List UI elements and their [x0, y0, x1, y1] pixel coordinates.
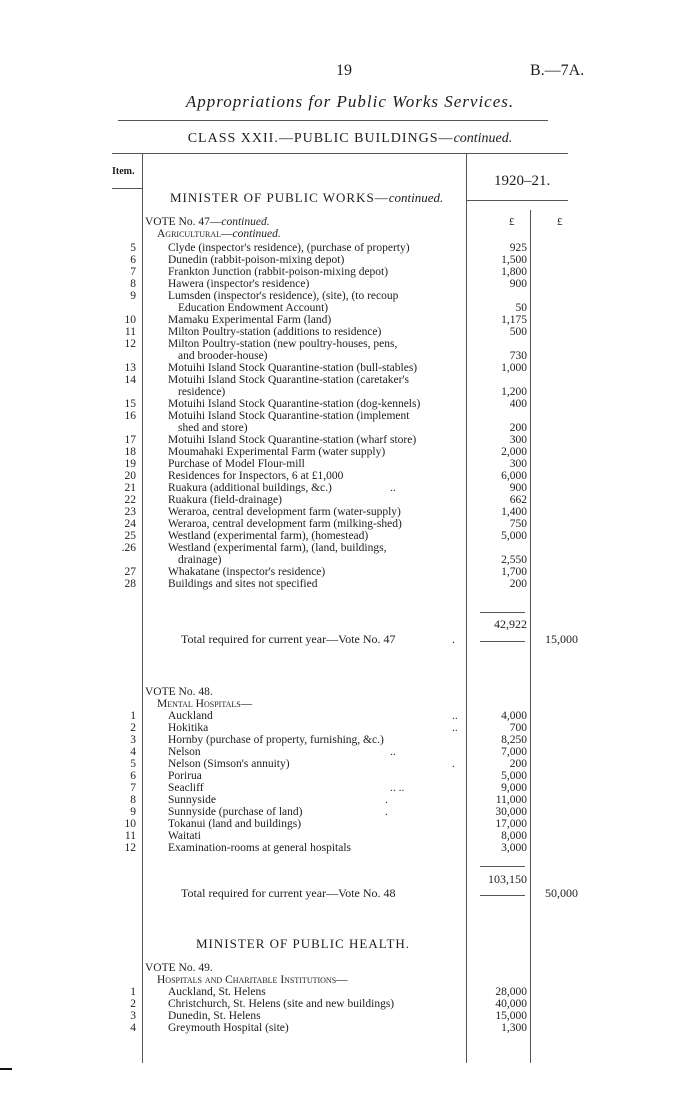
item-amount: 1,175	[501, 314, 527, 326]
leader-dots: ..	[390, 482, 396, 494]
item-amount: 4,000	[501, 710, 527, 722]
table-row	[0, 746, 700, 758]
item-description: Motuihi Island Stock Quarantine-station (implement	[168, 410, 410, 422]
item-description: Hawera (inspector's residence)	[168, 278, 310, 290]
table-row	[0, 782, 700, 794]
pound-sign-amount: £	[509, 216, 515, 228]
vote47-subtotal-rule	[480, 612, 525, 613]
page-number: 19	[336, 62, 352, 79]
item-description: Weraroa, central development farm (milking-shed)	[168, 518, 402, 530]
item-amount: 900	[509, 278, 527, 290]
item-description: Hokitika	[168, 722, 209, 734]
item-number: 9	[130, 806, 136, 818]
item-number: 14	[124, 374, 136, 386]
leader-dots: ..	[452, 710, 458, 722]
table-row	[0, 794, 700, 806]
table-row	[0, 530, 700, 542]
vote47-heading	[0, 216, 700, 228]
item-amount: 300	[509, 458, 527, 470]
item-number: 6	[130, 770, 136, 782]
table-row	[0, 830, 700, 842]
item-column-header: Item.	[112, 166, 135, 177]
item-number: 25	[124, 530, 136, 542]
item-amount: 2,550	[501, 554, 527, 566]
item-number: 6	[130, 254, 136, 266]
item-description: Milton Poultry-station (new poultry-houses, pens,	[168, 338, 398, 350]
title-rule	[118, 120, 548, 121]
item-amount: 1,000	[501, 362, 527, 374]
vote49-head: VOTE No. 49.	[145, 962, 213, 974]
item-number: 3	[130, 1010, 136, 1022]
item-description: Sunnyside	[168, 794, 216, 806]
item-number: 7	[130, 266, 136, 278]
item-number: 22	[124, 494, 136, 506]
item-description: Buildings and sites not specified	[168, 578, 318, 590]
vote49-heading	[0, 962, 700, 974]
item-amount: 730	[509, 350, 527, 362]
item-number: 15	[124, 398, 136, 410]
leader-dots: ..	[390, 746, 396, 758]
vote47-head-italic: continued.	[221, 216, 270, 228]
item-description: Weraroa, central development farm (water-supply)	[168, 506, 401, 518]
item-number: 7	[130, 782, 136, 794]
item-description: drainage)	[178, 554, 222, 566]
item-number: 28	[124, 578, 136, 590]
item-number: 2	[130, 722, 136, 734]
item-description: Waitati	[168, 830, 201, 842]
table-row	[0, 410, 700, 422]
item-number: 2	[130, 998, 136, 1010]
table-top-rule	[112, 153, 568, 154]
document-reference: B.—7A.	[530, 62, 585, 79]
item-number: 27	[124, 566, 136, 578]
item-amount: 1,400	[501, 506, 527, 518]
item-description: Sunnyside (purchase of land)	[168, 806, 303, 818]
vote47-subhead-main: Agricultural—	[157, 228, 233, 240]
item-number: 24	[124, 518, 136, 530]
item-amount: 700	[509, 722, 527, 734]
table-row	[0, 482, 700, 494]
table-row	[0, 986, 700, 998]
item-amount: 200	[509, 758, 527, 770]
margin-mark	[0, 1068, 12, 1070]
table-row	[0, 458, 700, 470]
item-amount: 400	[509, 398, 527, 410]
item-description: Hornby (purchase of property, furnishing, &c.)	[168, 734, 384, 746]
minister-health-heading: MINISTER OF PUBLIC HEALTH.	[196, 936, 411, 951]
item-amount: 8,000	[501, 830, 527, 842]
item-description: residence)	[178, 386, 226, 398]
item-description: Motuihi Island Stock Quarantine-station (bull-stables)	[168, 362, 418, 374]
item-amount: 8,250	[501, 734, 527, 746]
table-row	[0, 722, 700, 734]
item-amount: 30,000	[495, 806, 527, 818]
item-number: 12	[124, 338, 136, 350]
table-row	[0, 422, 700, 434]
item-amount: 40,000	[495, 998, 527, 1010]
class-title-italic: continued.	[453, 131, 513, 146]
table-row	[0, 350, 700, 362]
table-row	[0, 806, 700, 818]
table-row	[0, 362, 700, 374]
page-title: Appropriations for Public Works Services.	[185, 92, 515, 111]
table-row	[0, 398, 700, 410]
vote47-total-label: Total required for current year—Vote No. 47	[181, 632, 396, 646]
table-row	[0, 1010, 700, 1022]
vote48-head: VOTE No. 48.	[145, 686, 213, 698]
class-title-main: CLASS XXII.—PUBLIC BUILDINGS—	[187, 131, 454, 146]
item-description: Residences for Inspectors, 6 at £1,000	[168, 470, 344, 482]
item-description: shed and store)	[178, 422, 248, 434]
leader-dots: .. ..	[390, 782, 405, 794]
item-description: Ruakura (field-drainage)	[168, 494, 282, 506]
table-row	[0, 554, 700, 566]
vote48-total: 50,000	[545, 886, 578, 900]
item-amount: 7,000	[501, 746, 527, 758]
item-description: Nelson	[168, 746, 201, 758]
item-description: Milton Poultry-station (additions to residence)	[168, 326, 382, 338]
item-number: 11	[124, 326, 136, 338]
item-description: Motuihi Island Stock Quarantine-station (dog-kennels)	[168, 398, 421, 410]
item-description: Nelson (Simson's annuity)	[168, 758, 290, 770]
item-number: 11	[124, 830, 136, 842]
pound-sign-total: £	[557, 216, 563, 228]
item-number: 1	[130, 986, 136, 998]
item-amount: 1,300	[501, 1022, 527, 1034]
item-amount: 1,500	[501, 254, 527, 266]
item-description: Dunedin, St. Helens	[168, 1010, 261, 1022]
vote47-subhead-italic: continued.	[232, 228, 281, 240]
item-description: Dunedin (rabbit-poison-mixing depot)	[168, 254, 345, 266]
table-row	[0, 542, 700, 554]
item-amount: 50	[515, 302, 527, 314]
item-description: Motuihi Island Stock Quarantine-station (caretaker's	[168, 374, 409, 386]
table-row	[0, 314, 700, 326]
table-row	[0, 758, 700, 770]
item-number: 23	[124, 506, 136, 518]
item-number: 16	[124, 410, 136, 422]
table-row	[0, 1022, 700, 1034]
item-amount: 5,000	[501, 770, 527, 782]
item-number: .26	[121, 542, 136, 554]
item-number: 10	[124, 314, 136, 326]
vote47-total-dot: .	[452, 632, 455, 646]
vote47-subtotal-underline	[480, 641, 525, 642]
item-number: 12	[124, 842, 136, 854]
table-row	[0, 374, 700, 386]
item-number: 17	[124, 434, 136, 446]
item-description: Clyde (inspector's residence), (purchase of property)	[168, 242, 410, 254]
table-row	[0, 710, 700, 722]
vote48-subtotal-rule	[480, 866, 525, 867]
vote47-subtotal: 42,922	[494, 617, 527, 631]
vote48-heading	[0, 686, 700, 698]
item-amount: 1,800	[501, 266, 527, 278]
table-row	[0, 434, 700, 446]
item-number: 10	[124, 818, 136, 830]
item-description: Greymouth Hospital (site)	[168, 1022, 289, 1034]
vote48-subhead: Mental Hospitals—	[157, 698, 253, 710]
item-amount: 300	[509, 434, 527, 446]
table-row	[0, 566, 700, 578]
item-description: Mamaku Experimental Farm (land)	[168, 314, 332, 326]
item-number: 19	[124, 458, 136, 470]
item-description: Examination-rooms at general hospitals	[168, 842, 351, 854]
table-row	[0, 998, 700, 1010]
leader-dots: .	[385, 806, 388, 818]
table-row	[0, 302, 700, 314]
item-amount: 925	[509, 242, 527, 254]
class-title	[0, 131, 700, 147]
item-number: 13	[124, 362, 136, 374]
vote48-subheading	[0, 698, 700, 710]
item-amount: 1,700	[501, 566, 527, 578]
item-amount: 9,000	[501, 782, 527, 794]
vote47-head-main: VOTE No. 47—	[145, 216, 222, 228]
item-description: Christchurch, St. Helens (site and new buildings)	[168, 998, 395, 1010]
item-number: 4	[130, 1022, 136, 1034]
item-amount: 11,000	[495, 794, 527, 806]
item-number: 5	[130, 242, 136, 254]
table-row	[0, 254, 700, 266]
item-amount: 2,000	[501, 446, 527, 458]
table-row	[0, 770, 700, 782]
item-amount: 750	[509, 518, 527, 530]
leader-dots: .	[452, 758, 455, 770]
item-number: 8	[130, 278, 136, 290]
vote49-subheading	[0, 974, 700, 986]
item-amount: 15,000	[495, 1010, 527, 1022]
vote48-subtotal: 103,150	[488, 872, 527, 886]
minister-works-main: MINISTER OF PUBLIC WORKS—	[170, 190, 389, 205]
table-row	[0, 734, 700, 746]
item-description: Westland (experimental farm), (land, buildings,	[168, 542, 387, 554]
minister-works-heading	[170, 190, 443, 206]
item-description: Tokanui (land and buildings)	[168, 818, 302, 830]
item-number: 1	[130, 710, 136, 722]
table-row	[0, 842, 700, 854]
item-description: and brooder-house)	[178, 350, 268, 362]
table-row	[0, 266, 700, 278]
table-row	[0, 446, 700, 458]
item-description: Seacliff	[168, 782, 204, 794]
table-row	[0, 338, 700, 350]
item-description: Frankton Junction (rabbit-poison-mixing depot)	[168, 266, 389, 278]
item-description: Motuihi Island Stock Quarantine-station (wharf store)	[168, 434, 417, 446]
item-amount: 1,200	[501, 386, 527, 398]
vote47-subheading	[0, 228, 700, 240]
year-header-rule	[466, 200, 568, 201]
vote48-subtotal-underline	[480, 895, 525, 896]
item-amount: 900	[509, 482, 527, 494]
table-row	[0, 386, 700, 398]
item-description: Education Endowment Account)	[178, 302, 329, 314]
item-header-rule	[112, 188, 142, 189]
item-description: Lumsden (inspector's residence), (site), (to recoup	[168, 290, 399, 302]
vote48-total-label: Total required for current year—Vote No. 48	[181, 886, 396, 900]
leader-dots: ..	[452, 722, 458, 734]
item-number: 4	[130, 746, 136, 758]
item-description: Auckland, St. Helens	[168, 986, 266, 998]
item-amount: 500	[509, 326, 527, 338]
vote47-total: 15,000	[545, 632, 578, 646]
item-number: 8	[130, 794, 136, 806]
table-row	[0, 494, 700, 506]
item-number: 5	[130, 758, 136, 770]
item-number: 20	[124, 470, 136, 482]
item-amount: 200	[509, 422, 527, 434]
leader-dots: .	[385, 794, 388, 806]
table-row	[0, 506, 700, 518]
item-description: Whakatane (inspector's residence)	[168, 566, 326, 578]
vote49-subhead: Hospitals and Charitable Institutions—	[157, 974, 348, 986]
item-description: Westland (experimental farm), (homestead)	[168, 530, 369, 542]
item-number: 9	[130, 290, 136, 302]
item-amount: 662	[509, 494, 527, 506]
item-description: Purchase of Model Flour-mill	[168, 458, 305, 470]
item-amount: 17,000	[495, 818, 527, 830]
item-amount: 5,000	[501, 530, 527, 542]
item-amount: 3,000	[501, 842, 527, 854]
item-amount: 28,000	[495, 986, 527, 998]
table-row	[0, 290, 700, 302]
table-row	[0, 278, 700, 290]
year-column-header: 1920–21.	[494, 173, 551, 189]
item-description: Moumahaki Experimental Farm (water supply)	[168, 446, 386, 458]
item-description: Auckland	[168, 710, 213, 722]
table-row	[0, 518, 700, 530]
table-row	[0, 326, 700, 338]
item-number: 3	[130, 734, 136, 746]
item-amount: 200	[509, 578, 527, 590]
item-amount: 6,000	[501, 470, 527, 482]
minister-works-italic: continued.	[388, 190, 444, 205]
item-description: Ruakura (additional buildings, &c.)	[168, 482, 332, 494]
table-row	[0, 242, 700, 254]
item-description: Porirua	[168, 770, 202, 782]
item-number: 18	[124, 446, 136, 458]
table-row	[0, 818, 700, 830]
table-row	[0, 470, 700, 482]
table-row	[0, 578, 700, 590]
item-number: 21	[124, 482, 136, 494]
